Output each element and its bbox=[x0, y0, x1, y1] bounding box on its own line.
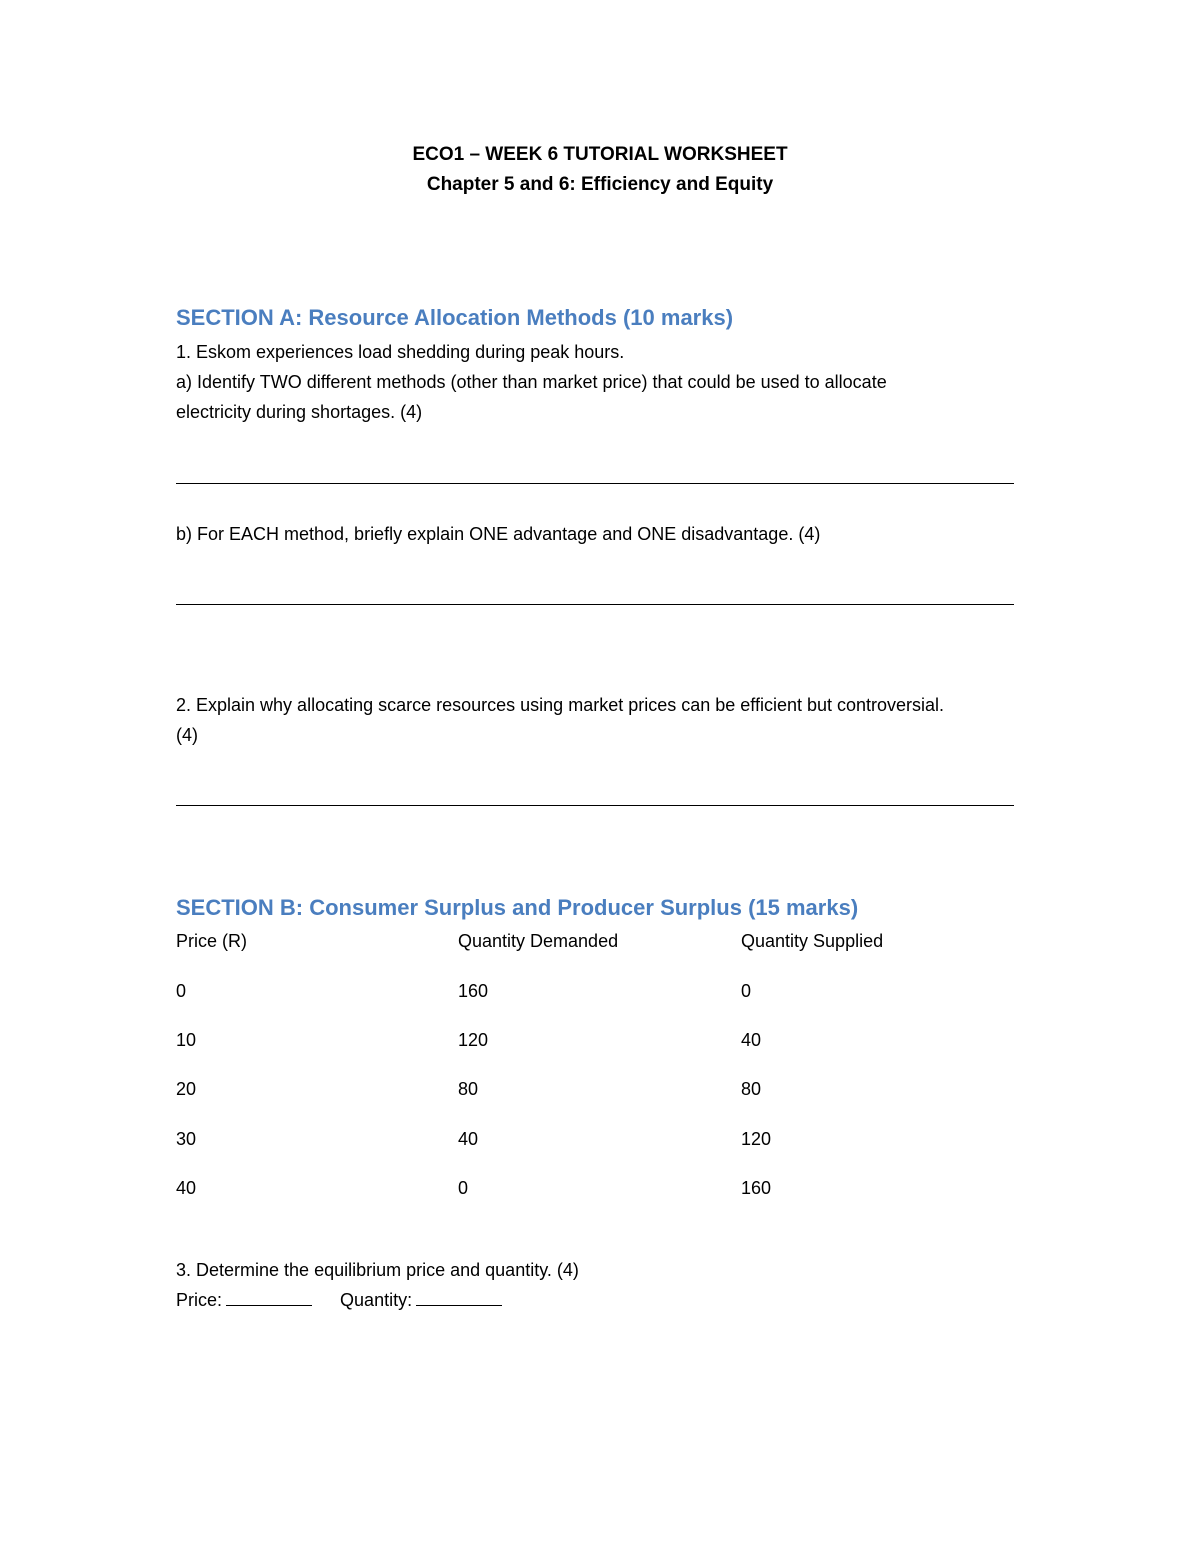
table-cell-price: 30 bbox=[176, 1129, 197, 1149]
question-2-line-1: 2. Explain why allocating scarce resources using market prices can be efficient but controversial. bbox=[176, 695, 945, 715]
table-cell-quantity-supplied: 80 bbox=[741, 1079, 762, 1099]
question-1a-line-1: a) Identify TWO different methods (other than market price) that could be used to allocate bbox=[176, 372, 887, 392]
table-cell-price: 20 bbox=[176, 1079, 197, 1099]
price-label: Price: bbox=[176, 1290, 223, 1310]
answer-line-2[interactable] bbox=[176, 805, 1014, 806]
table-cell-price: 10 bbox=[176, 1030, 197, 1050]
table-header-quantity-supplied: Quantity Supplied bbox=[741, 931, 884, 951]
price-answer-blank[interactable] bbox=[226, 1289, 312, 1306]
table-cell-quantity-demanded: 80 bbox=[458, 1079, 479, 1099]
question-2-line-2: (4) bbox=[176, 725, 198, 745]
question-1b: b) For EACH method, briefly explain ONE advantage and ONE disadvantage. (4) bbox=[176, 524, 821, 544]
table-cell-quantity-supplied: 0 bbox=[741, 981, 752, 1001]
table-cell-price: 40 bbox=[176, 1178, 197, 1198]
table-header-quantity-demanded: Quantity Demanded bbox=[458, 931, 619, 951]
question-1-stem: 1. Eskom experiences load shedding during peak hours. bbox=[176, 342, 625, 362]
table-cell-quantity-demanded: 40 bbox=[458, 1129, 479, 1149]
section-b-heading: SECTION B: Consumer Surplus and Producer Surplus (15 marks) bbox=[176, 895, 859, 920]
question-1a-line-2: electricity during shortages. (4) bbox=[176, 402, 423, 422]
question-3: 3. Determine the equilibrium price and quantity. (4) bbox=[176, 1260, 579, 1280]
table-cell-quantity-supplied: 120 bbox=[741, 1129, 772, 1149]
page-title: ECO1 – WEEK 6 TUTORIAL WORKSHEET bbox=[412, 144, 788, 165]
quantity-answer-blank[interactable] bbox=[416, 1289, 502, 1306]
table-cell-quantity-demanded: 160 bbox=[458, 981, 489, 1001]
table-cell-quantity-supplied: 40 bbox=[741, 1030, 762, 1050]
answer-line-1b[interactable] bbox=[176, 604, 1014, 605]
answer-line-1a[interactable] bbox=[176, 483, 1014, 484]
table-header-price: Price (R) bbox=[176, 931, 247, 951]
quantity-label: Quantity: bbox=[340, 1290, 413, 1310]
section-a-heading: SECTION A: Resource Allocation Methods (10 marks) bbox=[176, 305, 734, 330]
table-cell-price: 0 bbox=[176, 981, 187, 1001]
page-subtitle: Chapter 5 and 6: Efficiency and Equity bbox=[426, 174, 774, 195]
table-cell-quantity-supplied: 160 bbox=[741, 1178, 772, 1198]
table-cell-quantity-demanded: 120 bbox=[458, 1030, 489, 1050]
equilibrium-answer-row bbox=[176, 1285, 502, 1315]
table-cell-quantity-demanded: 0 bbox=[458, 1178, 469, 1198]
